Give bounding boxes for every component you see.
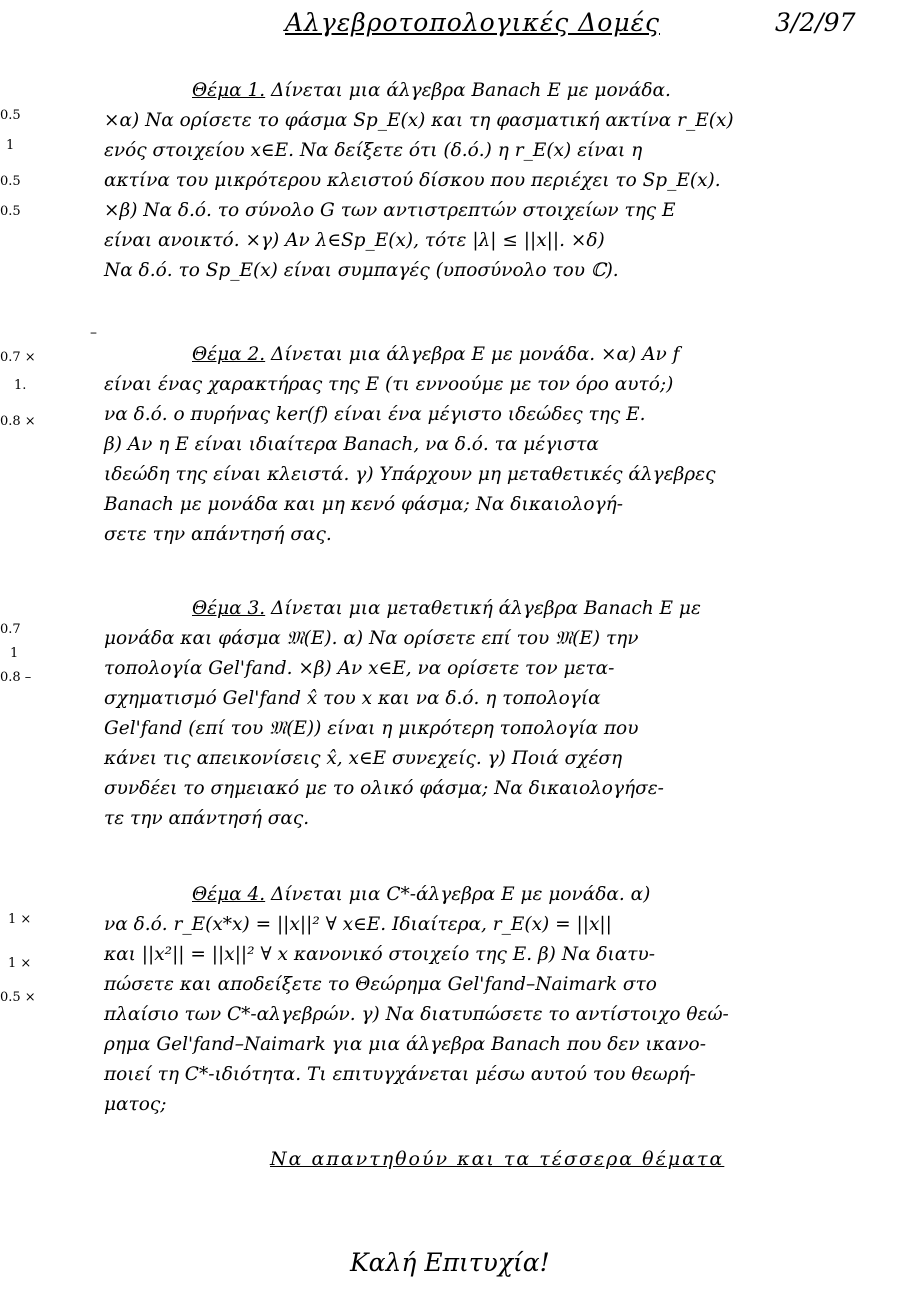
topic-4 bbox=[104, 880, 894, 1120]
closing-instruction: Να απαντηθούν και τα τέσσερα θέματα bbox=[270, 1148, 725, 1170]
topic-line: Να δ.ό. το Sp_E(x) είναι συμπαγές (υποσύνολο του ℂ). bbox=[104, 260, 619, 281]
topic-line: ματος; bbox=[104, 1094, 167, 1115]
topic-line: τε την απάντησή σας. bbox=[104, 808, 310, 829]
topic-line: Δίνεται μια C*-άλγεβρα E με μονάδα. α) bbox=[271, 884, 651, 905]
topic-line: συνδέει το σημειακό με το ολικό φάσμα; Να δικαιολογήσε- bbox=[104, 778, 664, 799]
topic-line: β) Αν η E είναι ιδιαίτερα Banach, να δ.ό. τα μέγιστα bbox=[104, 434, 599, 455]
topic-line: ιδεώδη της είναι κλειστά. γ) Υπάρχουν μη μεταθετικές άλγεβρες bbox=[104, 464, 716, 485]
margin-grade: 1 bbox=[6, 138, 15, 153]
topic-line: ακτίνα του μικρότερου κλειστού δίσκου που περιέχει το Sp_E(x). bbox=[104, 170, 721, 191]
page-title: Αλγεβροτοπολογικές Δομές bbox=[285, 8, 660, 37]
topic-line: να δ.ό. r_E(x*x) = ||x||² ∀ x∈E. Ιδιαίτερα, r_E(x) = ||x|| bbox=[104, 914, 612, 935]
topic-3 bbox=[104, 594, 894, 834]
topic-line: σχηματισμό Gel'fand x̂ του x και να δ.ό. η τοπολογία bbox=[104, 688, 601, 709]
topic-line: και ||x²|| = ||x||² ∀ x κανονικό στοιχείο της E. β) Να διατυ- bbox=[104, 944, 655, 965]
margin-grade: 0.8 × bbox=[0, 414, 36, 429]
topic-line: Δίνεται μια άλγεβρα E με μονάδα. ×α) Αν f bbox=[271, 344, 680, 365]
margin-grade: 0.7 bbox=[0, 622, 21, 637]
topic-heading: Θέμα 4. bbox=[192, 884, 266, 905]
topic-line: ενός στοιχείου x∈E. Να δείξετε ότι (δ.ό.) η r_E(x) είναι η bbox=[104, 140, 643, 161]
topic-line: πλαίσιο των C*-αλγεβρών. γ) Να διατυπώσετε το αντίστοιχο θεώ- bbox=[104, 1004, 729, 1025]
topic-heading: Θέμα 1. bbox=[192, 80, 266, 101]
topic-1 bbox=[104, 76, 894, 286]
good-luck-note: Καλή Επιτυχία! bbox=[350, 1248, 550, 1277]
topic-line: ποιεί τη C*-ιδιότητα. Τι επιτυγχάνεται μέσω αυτού του θεωρή- bbox=[104, 1064, 696, 1085]
margin-grade: 1 × bbox=[8, 956, 32, 971]
topic-2 bbox=[104, 340, 894, 550]
topic-line: σετε την απάντησή σας. bbox=[104, 524, 332, 545]
topic-line: Banach με μονάδα και μη κενό φάσμα; Να δικαιολογή- bbox=[104, 494, 623, 515]
margin-grade: 1 × bbox=[8, 912, 32, 927]
margin-grade: 1. bbox=[14, 378, 27, 393]
margin-grade: 0.8 – bbox=[0, 670, 32, 685]
topic-line: Δίνεται μια άλγεβρα Banach E με μονάδα. bbox=[271, 80, 671, 101]
topic-line: ρημα Gel'fand–Naimark για μια άλγεβρα Banach που δεν ικανο- bbox=[104, 1034, 706, 1055]
topic-line: Gel'fand (επί του 𝔐(E)) είναι η μικρότερη τοπολογία που bbox=[104, 718, 639, 739]
topic-line: ×β) Να δ.ό. το σύνολο G των αντιστρεπτών στοιχείων της E bbox=[104, 200, 676, 221]
separator-mark: – bbox=[90, 325, 97, 341]
margin-grade: 1 bbox=[10, 646, 19, 661]
margin-grade: 0.5 bbox=[0, 204, 21, 219]
topic-line: ×α) Να ορίσετε το φάσμα Sp_E(x) και τη φασματική ακτίνα r_E(x) bbox=[104, 110, 734, 131]
topic-line: μονάδα και φάσμα 𝔐(E). α) Να ορίσετε επί του 𝔐(E) την bbox=[104, 628, 639, 649]
topic-line: πώσετε και αποδείξετε το Θεώρημα Gel'fand–Naimark στο bbox=[104, 974, 657, 995]
topic-line: είναι ανοικτό. ×γ) Αν λ∈Sp_E(x), τότε |λ| ≤ ||x||. ×δ) bbox=[104, 230, 605, 251]
margin-grade: 0.5 × bbox=[0, 990, 36, 1005]
topic-line: κάνει τις απεικονίσεις x̂, x∈E συνεχείς. γ) Ποιά σχέση bbox=[104, 748, 623, 769]
topic-heading: Θέμα 2. bbox=[192, 344, 266, 365]
topic-heading: Θέμα 3. bbox=[192, 598, 266, 619]
topic-line: τοπολογία Gel'fand. ×β) Αν x∈E, να ορίσετε τον μετα- bbox=[104, 658, 615, 679]
topic-line: Δίνεται μια μεταθετική άλγεβρα Banach E με bbox=[271, 598, 701, 619]
margin-grade: 0.5 bbox=[0, 108, 21, 123]
margin-grade: 0.5 bbox=[0, 174, 21, 189]
exam-date: 3/2/97 bbox=[775, 8, 856, 37]
topic-line: είναι ένας χαρακτήρας της E (τι εννοούμε με τον όρο αυτό;) bbox=[104, 374, 674, 395]
margin-grade: 0.7 × bbox=[0, 350, 36, 365]
topic-line: να δ.ό. ο πυρήνας ker(f) είναι ένα μέγιστο ιδεώδες της E. bbox=[104, 404, 646, 425]
